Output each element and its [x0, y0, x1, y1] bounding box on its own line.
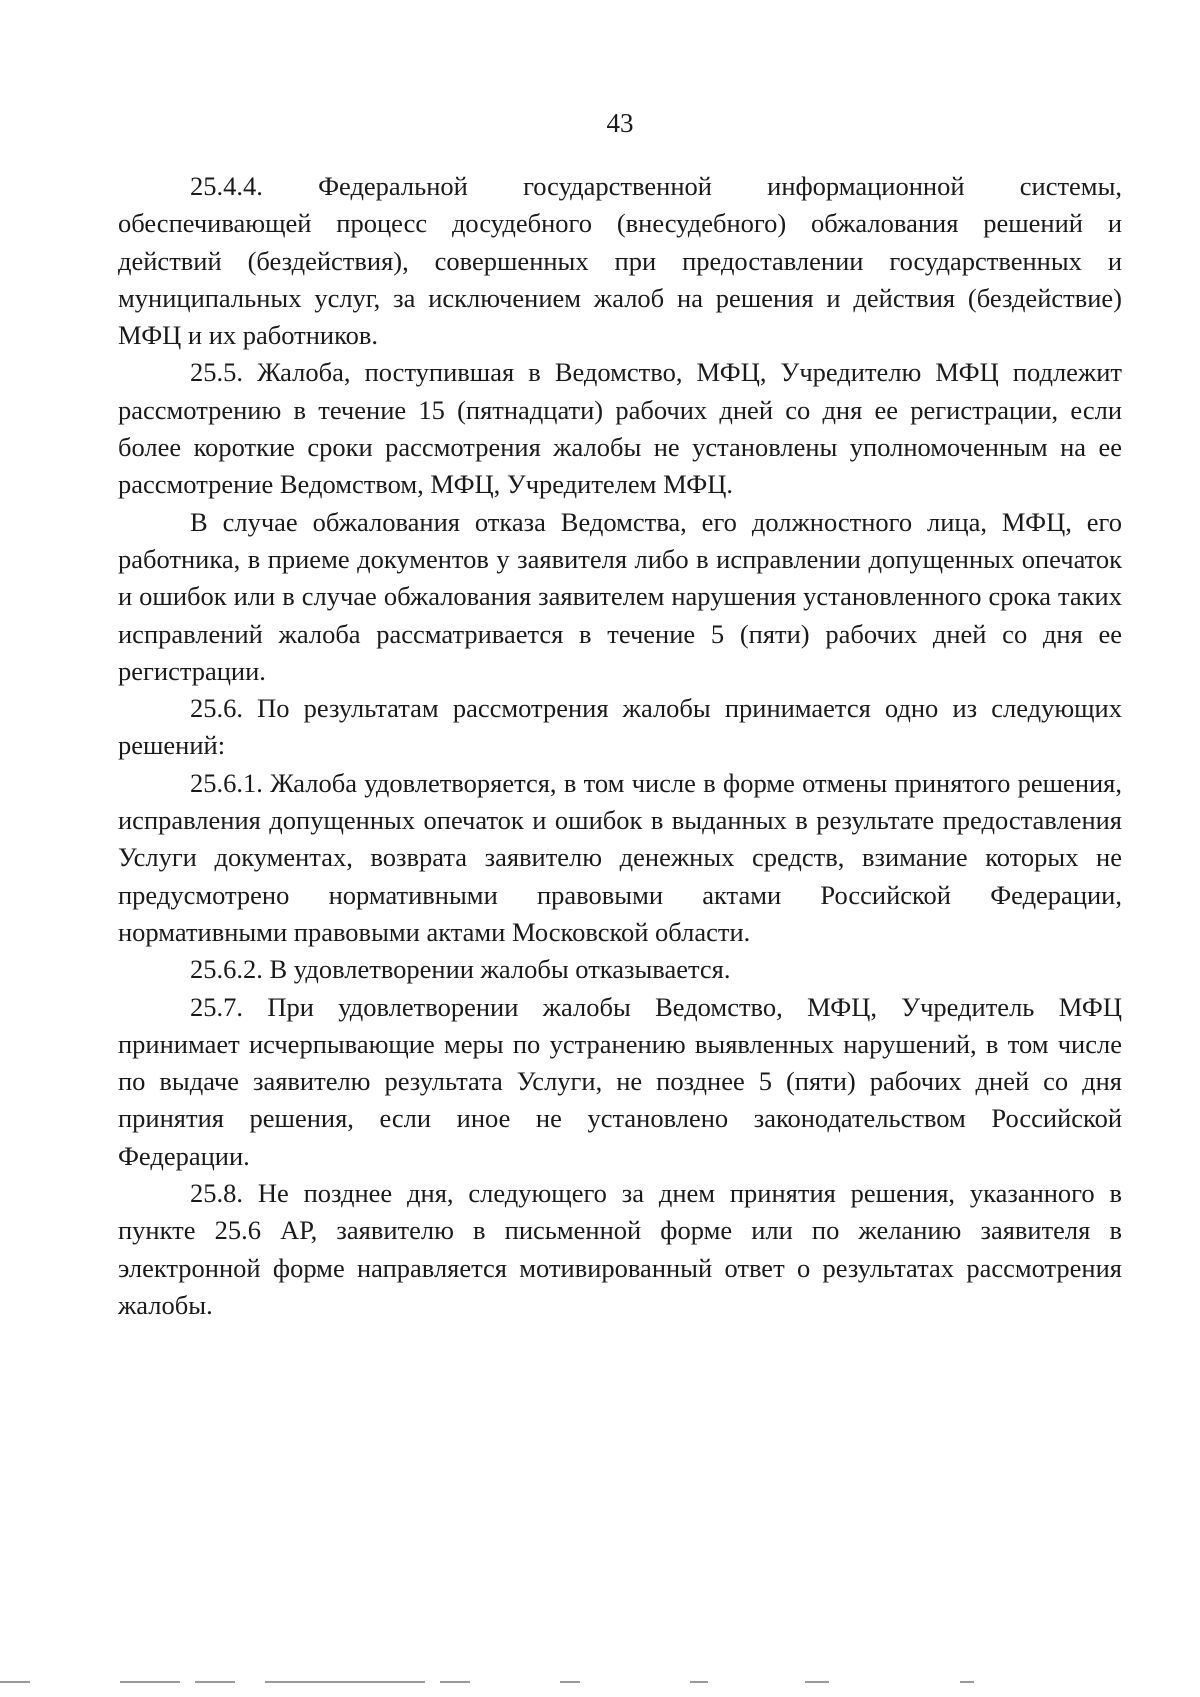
paragraph-25-6: 25.6. По результатам рассмотрения жалобы принимается одно из следующих решений: — [118, 693, 1122, 761]
paragraph-25-8: 25.8. Не позднее дня, следующего за днем принятия решения, указанного в пункте 25.6 АР, заявителю в письменной форме или по желанию заявителя в электронной форме направляется мотивированный ответ о результатах рассмотрения жалобы. — [118, 1178, 1122, 1320]
scan-artifact-line — [0, 1681, 1200, 1685]
paragraph-25-5: 25.5. Жалоба, поступившая в Ведомство, МФЦ, Учредителю МФЦ подлежит рассмотрению в течение 15 (пятнадцати) рабочих дней со дня ее регистрации, если более короткие сроки рассмотрения жалобы не установлены уполномоченным на ее рассмотрение Ведомством, МФЦ, Учредителем МФЦ. — [118, 357, 1122, 500]
paragraph-25-4-4: 25.4.4. Федеральной государственной информационной системы, обеспечивающей процесс досудебного (внесудебного) обжалования решений и действий (бездействия), совершенных при предоставлении государственных и муниципальных услуг, за исключением жалоб на решения и действия (бездействие) МФЦ и их работников. — [118, 171, 1122, 351]
paragraph-25-6-2: 25.6.2. В удовлетворении жалобы отказывается. — [190, 954, 731, 985]
paragraph-25-6-1: 25.6.1. Жалоба удовлетворяется, в том числе в форме отмены принятого решения, исправления допущенных опечаток и ошибок в выданных в результате предоставления Услуги документах, возврата заявителю денежных средств, взимание которых не предусмотрено нормативными правовыми актами Российской Федерации, нормативными правовыми актами Московской области. — [118, 767, 1122, 947]
document-body — [118, 168, 1122, 1324]
page-number: 43 — [606, 108, 634, 138]
paragraph-25-7: 25.7. При удовлетворении жалобы Ведомство, МФЦ, Учредитель МФЦ принимает исчерпывающие меры по устранению выявленных нарушений, в том числе по выдаче заявителю результата Услуги, не позднее 5 (пяти) рабочих дней со дня принятия решения, если иное не установлено законодательством Российской Федерации. — [118, 991, 1122, 1171]
paragraph-appeal-refusal: В случае обжалования отказа Ведомства, его должностного лица, МФЦ, его работника, в приеме документов у заявителя либо в исправлении допущенных опечаток и ошибок или в случае обжалования заявителем нарушения установленного срока таких исправлений жалоба рассматривается в течение 5 (пяти) рабочих дней со дня ее регистрации. — [118, 506, 1122, 686]
